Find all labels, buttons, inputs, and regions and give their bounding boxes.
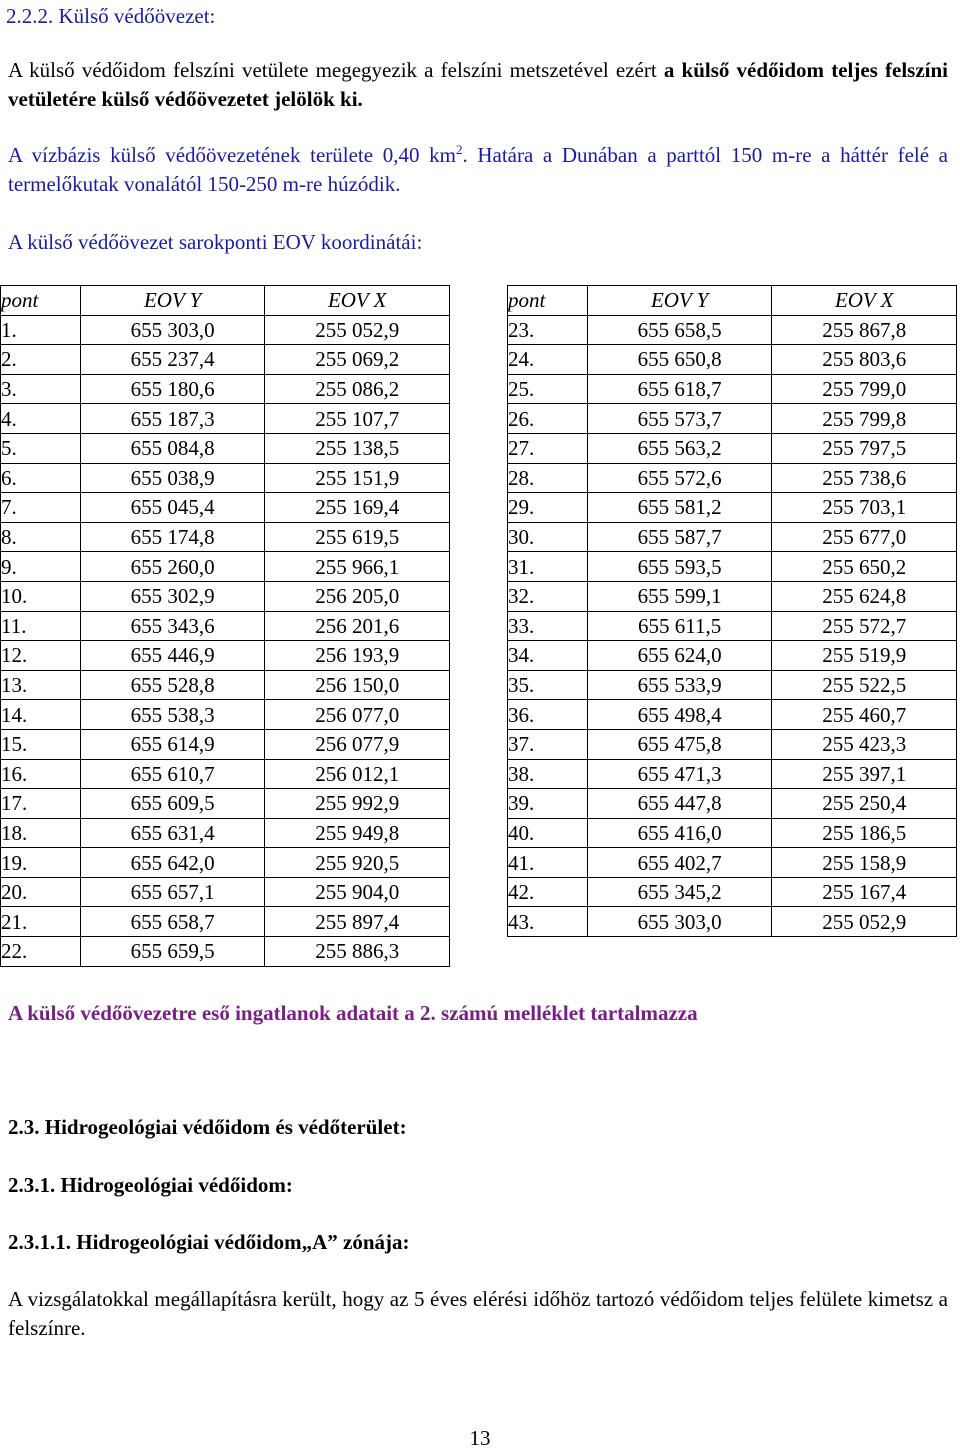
cell-eov-y: 655 045,4 [80,493,265,523]
cell-pont: 15. [1,729,81,759]
cell-eov-x: 256 012,1 [265,759,450,789]
cell-eov-x: 255 522,5 [772,670,957,700]
cell-eov-x: 255 186,5 [772,818,957,848]
table-row [508,818,957,848]
cell-eov-y: 655 533,9 [587,670,772,700]
cell-eov-y: 655 174,8 [80,522,265,552]
cell-eov-x: 255 169,4 [265,493,450,523]
paragraph-external-zone [8,56,948,114]
cell-eov-y: 655 416,0 [587,818,772,848]
section-title-2-3: 2.3. Hidrogeológiai védőidom és védőterület: [8,1115,407,1139]
cell-eov-y: 655 237,4 [80,345,265,375]
cell-eov-x: 255 703,1 [772,493,957,523]
table-row [1,581,450,611]
table-row [1,937,450,967]
cell-eov-x: 255 992,9 [265,789,450,819]
cell-eov-y: 655 260,0 [80,552,265,582]
table-row [508,848,957,878]
cell-eov-x: 255 797,5 [772,433,957,463]
header-eov-x: EOV X [265,286,450,316]
cell-pont: 1. [1,315,81,345]
cell-eov-y: 655 446,9 [80,641,265,671]
table-row [1,552,450,582]
cell-pont: 33. [508,611,588,641]
cell-eov-y: 655 658,7 [80,907,265,937]
cell-pont: 25. [508,374,588,404]
cell-eov-x: 256 150,0 [265,670,450,700]
paragraph-bold-text: a külső védőidom teljes felszíni vetületére külső védőövezetet jelölök ki. [8,58,948,111]
cell-eov-y: 655 658,5 [587,315,772,345]
cell-pont: 11. [1,611,81,641]
table-row [1,818,450,848]
cell-pont: 14. [1,700,81,730]
cell-pont: 19. [1,848,81,878]
table-row [508,433,957,463]
cell-eov-y: 655 642,0 [80,848,265,878]
table-row [1,907,450,937]
cell-eov-x: 255 151,9 [265,463,450,493]
cell-eov-x: 255 920,5 [265,848,450,878]
paragraph-normal-text: A külső védőidom felszíni vetülete megegyezik a felszíni metszetével ezért [8,58,664,82]
paragraph-zone-a: A vizsgálatokkal megállapításra került, hogy az 5 éves elérési időhöz tartozó védőidom teljes felülete kimetsz a felszínre. [8,1287,948,1340]
table-row [508,463,957,493]
cell-eov-x: 255 624,8 [772,581,957,611]
cell-eov-y: 655 180,6 [80,374,265,404]
table-row [508,315,957,345]
table-row [508,700,957,730]
cell-pont: 2. [1,345,81,375]
table-row [1,848,450,878]
cell-eov-x: 255 799,8 [772,404,957,434]
table-row [508,759,957,789]
cell-eov-y: 655 303,0 [587,907,772,937]
table-row [508,907,957,937]
cell-eov-x: 255 052,9 [772,907,957,937]
cell-eov-y: 655 187,3 [80,404,265,434]
table-row [508,493,957,523]
cell-pont: 29. [508,493,588,523]
table-row [508,345,957,375]
table-row [508,611,957,641]
cell-eov-y: 655 618,7 [587,374,772,404]
table-row [1,463,450,493]
cell-eov-x: 255 107,7 [265,404,450,434]
coordinates-table-left [0,285,450,967]
cell-eov-y: 655 345,2 [587,877,772,907]
cell-eov-x: 255 052,9 [265,315,450,345]
cell-eov-x: 255 158,9 [772,848,957,878]
cell-pont: 27. [508,433,588,463]
cell-pont: 18. [1,818,81,848]
cell-eov-y: 655 631,4 [80,818,265,848]
cell-pont: 31. [508,552,588,582]
table-row [1,729,450,759]
paragraph-area [8,141,948,199]
cell-pont: 22. [1,937,81,967]
cell-pont: 10. [1,581,81,611]
cell-eov-y: 655 528,8 [80,670,265,700]
cell-eov-x: 255 619,5 [265,522,450,552]
cell-eov-y: 655 303,0 [80,315,265,345]
cell-pont: 37. [508,729,588,759]
cell-eov-y: 655 498,4 [587,700,772,730]
cell-eov-y: 655 611,5 [587,611,772,641]
cell-pont: 9. [1,552,81,582]
cell-eov-x: 255 460,7 [772,700,957,730]
cell-pont: 5. [1,433,81,463]
section-title-2-3-1: 2.3.1. Hidrogeológiai védőidom: [8,1173,293,1197]
cell-eov-y: 655 563,2 [587,433,772,463]
table-header-row [508,286,957,316]
cell-pont: 4. [1,404,81,434]
section-title-2-2-2: 2.2.2. Külső védőövezet: [6,4,216,28]
cell-eov-x: 255 886,3 [265,937,450,967]
cell-pont: 34. [508,641,588,671]
cell-eov-y: 655 659,5 [80,937,265,967]
cell-pont: 30. [508,522,588,552]
table-row [508,581,957,611]
cell-eov-x: 255 086,2 [265,374,450,404]
cell-eov-y: 655 475,8 [587,729,772,759]
annex-note: A külső védőövezetre eső ingatlanok adatait a 2. számú melléklet tartalmazza [8,1001,698,1025]
table-row [1,374,450,404]
cell-pont: 41. [508,848,588,878]
cell-eov-y: 655 084,8 [80,433,265,463]
cell-eov-y: 655 402,7 [587,848,772,878]
table-row [1,700,450,730]
table-row [508,789,957,819]
cell-eov-y: 655 038,9 [80,463,265,493]
cell-pont: 38. [508,759,588,789]
table-row [1,789,450,819]
table-row [1,670,450,700]
cell-eov-y: 655 609,5 [80,789,265,819]
cell-pont: 6. [1,463,81,493]
cell-eov-y: 655 471,3 [587,759,772,789]
cell-eov-y: 655 343,6 [80,611,265,641]
table-row [1,641,450,671]
cell-eov-x: 255 519,9 [772,641,957,671]
header-pont: pont [508,286,588,316]
cell-pont: 17. [1,789,81,819]
cell-eov-x: 255 069,2 [265,345,450,375]
cell-eov-x: 255 423,3 [772,729,957,759]
cell-eov-x: 255 897,4 [265,907,450,937]
cell-eov-x: 255 803,6 [772,345,957,375]
cell-pont: 32. [508,581,588,611]
cell-pont: 26. [508,404,588,434]
cell-eov-x: 255 677,0 [772,522,957,552]
paragraph-area-text-b: . Határa a Dunában a parttól 150 m-re a háttér felé a termelőkutak vonalától 150-250 m-re húzódik. [8,143,948,196]
cell-eov-y: 655 302,9 [80,581,265,611]
table-row [508,552,957,582]
table-row [508,522,957,552]
cell-eov-x: 256 193,9 [265,641,450,671]
table-row [508,670,957,700]
cell-eov-y: 655 593,5 [587,552,772,582]
cell-eov-y: 655 624,0 [587,641,772,671]
table-row [508,374,957,404]
cell-pont: 23. [508,315,588,345]
header-eov-y: EOV Y [80,286,265,316]
section-title-2-3-1-1: 2.3.1.1. Hidrogeológiai védőidom„A” zónája: [8,1230,410,1254]
cell-eov-y: 655 538,3 [80,700,265,730]
table-row [508,877,957,907]
cell-eov-y: 655 614,9 [80,729,265,759]
header-eov-x: EOV X [772,286,957,316]
cell-eov-y: 655 610,7 [80,759,265,789]
cell-eov-y: 655 581,2 [587,493,772,523]
coordinates-table-right [507,285,957,937]
table-row [1,404,450,434]
cell-eov-y: 655 447,8 [587,789,772,819]
header-eov-y: EOV Y [587,286,772,316]
table-row [508,729,957,759]
page-number: 13 [469,1426,491,1450]
cell-pont: 35. [508,670,588,700]
table-row [1,433,450,463]
table-row [1,345,450,375]
cell-eov-x: 255 738,6 [772,463,957,493]
cell-eov-x: 256 077,0 [265,700,450,730]
cell-eov-x: 256 201,6 [265,611,450,641]
cell-pont: 43. [508,907,588,937]
cell-pont: 12. [1,641,81,671]
cell-eov-x: 255 572,7 [772,611,957,641]
cell-pont: 42. [508,877,588,907]
table-row [1,493,450,523]
cell-eov-y: 655 587,7 [587,522,772,552]
coordinates-title: A külső védőövezet sarokponti EOV koordinátái: [8,230,423,254]
cell-pont: 28. [508,463,588,493]
cell-eov-x: 255 138,5 [265,433,450,463]
cell-pont: 3. [1,374,81,404]
cell-pont: 21. [1,907,81,937]
cell-eov-y: 655 599,1 [587,581,772,611]
table-row [508,404,957,434]
cell-eov-x: 255 167,4 [772,877,957,907]
table-row [508,641,957,671]
cell-pont: 24. [508,345,588,375]
header-pont: pont [1,286,81,316]
cell-eov-x: 255 867,8 [772,315,957,345]
cell-pont: 8. [1,522,81,552]
table-row [1,522,450,552]
table-row [1,759,450,789]
cell-eov-x: 255 904,0 [265,877,450,907]
cell-pont: 20. [1,877,81,907]
cell-pont: 40. [508,818,588,848]
cell-eov-x: 255 966,1 [265,552,450,582]
cell-eov-x: 255 650,2 [772,552,957,582]
area-unit-superscript: 2 [455,142,463,157]
cell-eov-x: 256 077,9 [265,729,450,759]
cell-pont: 39. [508,789,588,819]
cell-eov-y: 655 573,7 [587,404,772,434]
cell-pont: 16. [1,759,81,789]
table-row [1,877,450,907]
cell-eov-y: 655 657,1 [80,877,265,907]
table-header-row [1,286,450,316]
table-row [1,611,450,641]
cell-pont: 7. [1,493,81,523]
cell-eov-x: 255 397,1 [772,759,957,789]
table-row [1,315,450,345]
cell-eov-y: 655 650,8 [587,345,772,375]
paragraph-area-text-a: A vízbázis külső védőövezetének területe 0,40 km [8,143,456,167]
cell-eov-y: 655 572,6 [587,463,772,493]
cell-eov-x: 255 949,8 [265,818,450,848]
cell-eov-x: 255 799,0 [772,374,957,404]
cell-eov-x: 255 250,4 [772,789,957,819]
cell-pont: 13. [1,670,81,700]
cell-eov-x: 256 205,0 [265,581,450,611]
cell-pont: 36. [508,700,588,730]
